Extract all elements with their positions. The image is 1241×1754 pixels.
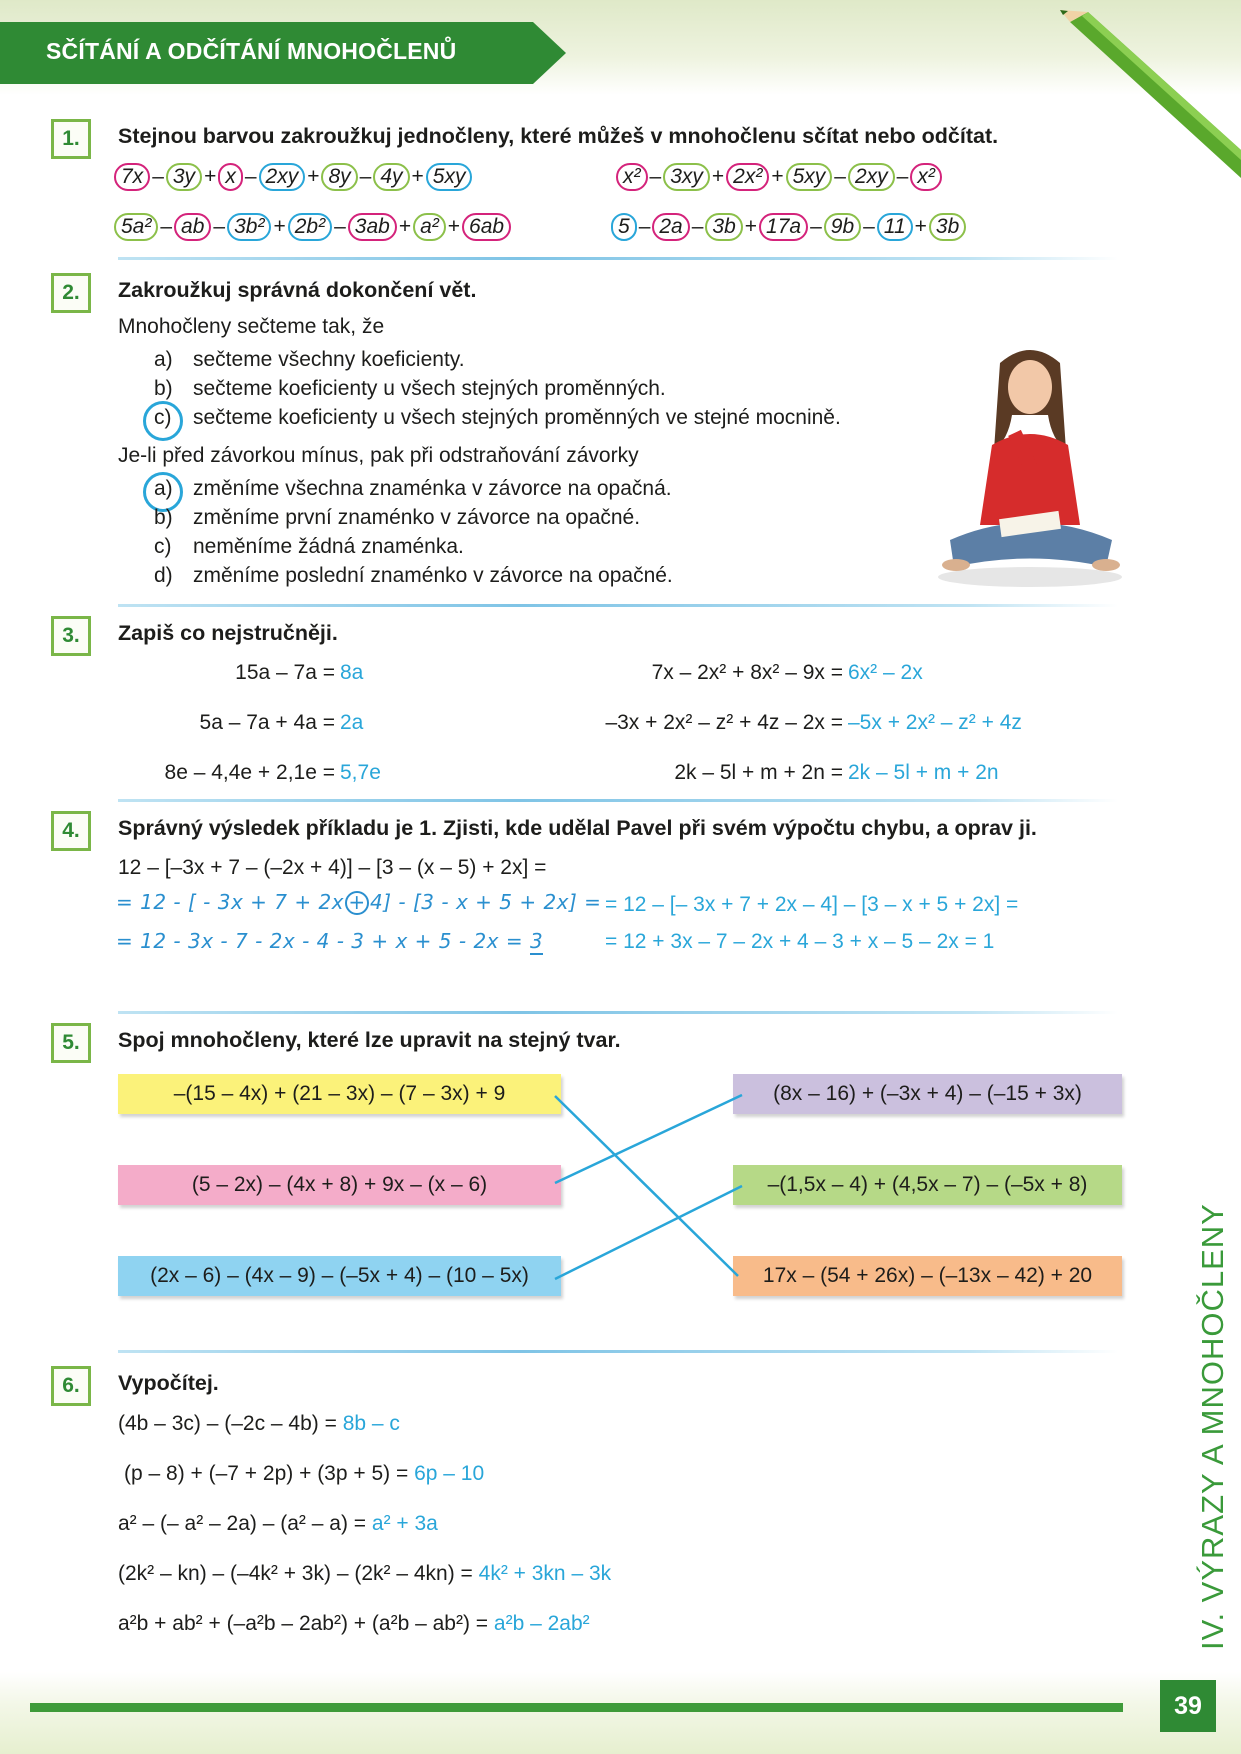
q3-expression: 5a – 7a + 4a = bbox=[199, 711, 335, 734]
page-number: 39 bbox=[1160, 1680, 1216, 1732]
q4-correction-line-2: = 12 + 3x – 7 – 2x + 4 – 3 + x – 5 – 2x = 1 bbox=[605, 930, 995, 953]
q6-expression: (2k² – kn) – (–4k² + 3k) – (2k² – 4kn) = bbox=[118, 1562, 473, 1585]
q6-answer: 4k² + 3kn – 3k bbox=[478, 1562, 612, 1585]
q3-expression: 15a – 7a = bbox=[235, 661, 335, 684]
monomial[interactable]: 6ab bbox=[462, 213, 511, 241]
q2-option-label: a) bbox=[154, 348, 173, 371]
q6-answer: a²b – 2ab² bbox=[493, 1612, 590, 1635]
operator: + bbox=[914, 215, 927, 238]
q4-problem: 12 – [–3x + 7 – (–2x + 4)] – [3 – (x – 5) + 2x] = bbox=[118, 856, 547, 879]
task-number-6: 6. bbox=[51, 1366, 91, 1406]
operator: – bbox=[810, 215, 822, 238]
operator: – bbox=[896, 165, 909, 188]
q6-answer: a² + 3a bbox=[371, 1512, 438, 1535]
q2-option-label: c) bbox=[154, 535, 172, 558]
monomial[interactable]: 7x bbox=[114, 163, 150, 191]
student-illustration bbox=[930, 345, 1130, 590]
monomial[interactable]: ab bbox=[174, 213, 211, 241]
polynomial-box-left[interactable]: (2x – 6) – (4x – 9) – (–5x + 4) – (10 – 5x) bbox=[118, 1256, 561, 1296]
monomial[interactable]: 5xy bbox=[786, 163, 833, 191]
q3-answer: 2k – 5l + m + 2n bbox=[848, 761, 999, 784]
task-2-title: Zakroužkuj správná dokončení vět. bbox=[118, 278, 477, 302]
task-5-title: Spoj mnohočleny, které lze upravit na stejný tvar. bbox=[118, 1028, 621, 1052]
pavel-result: 3 bbox=[530, 929, 544, 953]
operator: – bbox=[160, 215, 173, 238]
q3-answer: 6x² – 2x bbox=[848, 661, 923, 684]
operator: + bbox=[447, 215, 461, 238]
monomial[interactable]: 3y bbox=[166, 163, 202, 191]
q2-option-text: sečteme koeficienty u všech stejných proměnných. bbox=[193, 377, 666, 400]
operator: + bbox=[273, 215, 286, 238]
monomial[interactable]: 3b bbox=[929, 213, 966, 241]
monomial[interactable]: x² bbox=[910, 163, 942, 191]
q1-expression-b bbox=[615, 163, 943, 191]
operator: + bbox=[711, 165, 725, 188]
footer-bar bbox=[30, 1703, 1123, 1712]
q6-expression: a²b + ab² + (–a²b – 2ab²) + (a²b – ab²) = bbox=[118, 1612, 489, 1635]
section-title: SČÍTÁNÍ A ODČÍTÁNÍ MNOHOČLENŮ bbox=[46, 38, 457, 64]
operator: – bbox=[244, 165, 257, 188]
monomial[interactable]: a² bbox=[413, 213, 446, 241]
monomial[interactable]: 3b² bbox=[227, 213, 271, 241]
matching-line bbox=[555, 1096, 738, 1276]
q2-option-text: změníme všechna znaménka v závorce na opačná. bbox=[193, 477, 672, 500]
operator: – bbox=[359, 165, 372, 188]
q2-option-label: b) bbox=[154, 506, 173, 529]
task-3-title: Zapiš co nejstručněji. bbox=[118, 621, 338, 645]
q3-expression: 8e – 4,4e + 2,1e = bbox=[164, 761, 335, 784]
task-4-title: Správný výsledek příkladu je 1. Zjisti, kde udělal Pavel při svém výpočtu chybu, a oprav ji. bbox=[118, 816, 1037, 840]
pavel-line-1-part-a: = 12 - [ - 3x + 7 + 2x bbox=[116, 890, 345, 914]
task-number-5: 5. bbox=[51, 1023, 91, 1063]
q1-expression-d bbox=[610, 213, 967, 241]
polynomial-box-right[interactable]: (8x – 16) + (–3x + 4) – (–15 + 3x) bbox=[733, 1074, 1122, 1114]
task-number-3: 3. bbox=[51, 616, 91, 656]
q6-item bbox=[118, 1412, 400, 1436]
q6-item bbox=[124, 1462, 484, 1486]
monomial[interactable]: 2xy bbox=[848, 163, 895, 191]
q2-stem-2: Je-li před závorkou mínus, pak při odstraňování závorky bbox=[118, 444, 639, 467]
q6-answer: 8b – c bbox=[342, 1412, 400, 1435]
q1-expression-c bbox=[113, 213, 512, 241]
q2-option-label: b) bbox=[154, 377, 173, 400]
operator: + bbox=[744, 215, 758, 238]
pavel-error-circle: + bbox=[345, 891, 369, 915]
monomial[interactable]: 2b² bbox=[288, 213, 332, 241]
q2-option-text: sečteme koeficienty u všech stejných proměnných ve stejné mocnině. bbox=[193, 406, 841, 429]
operator: – bbox=[213, 215, 226, 238]
chapter-side-title: IV. VÝRAZY A MNOHOČLENY bbox=[1195, 1203, 1230, 1650]
q3-expression: 7x – 2x² + 8x² – 9x = bbox=[651, 661, 843, 684]
monomial[interactable]: 2xy bbox=[259, 163, 306, 191]
operator: – bbox=[834, 165, 846, 188]
separator bbox=[118, 257, 1118, 260]
polynomial-box-right[interactable]: –(1,5x – 4) + (4,5x – 7) – (–5x + 8) bbox=[733, 1165, 1122, 1205]
operator: – bbox=[691, 215, 704, 238]
q6-answer: 6p – 10 bbox=[414, 1462, 485, 1485]
q3-answer: 5,7e bbox=[340, 761, 381, 784]
operator: + bbox=[771, 165, 784, 188]
q6-item bbox=[118, 1512, 438, 1536]
monomial[interactable]: 9b bbox=[824, 213, 861, 241]
monomial[interactable]: 3ab bbox=[348, 213, 397, 241]
q6-expression: a² – (– a² – 2a) – (a² – a) = bbox=[118, 1512, 367, 1535]
pavel-handwritten-line-1 bbox=[116, 890, 601, 915]
q2-option-text: neměníme žádná znaménka. bbox=[193, 535, 464, 558]
operator: + bbox=[204, 165, 217, 188]
operator: – bbox=[334, 215, 346, 238]
separator bbox=[118, 604, 1118, 607]
polynomial-box-left[interactable]: –(15 – 4x) + (21 – 3x) – (7 – 3x) + 9 bbox=[118, 1074, 561, 1114]
task-number-1: 1. bbox=[51, 119, 91, 159]
q6-item bbox=[118, 1612, 590, 1636]
pavel-handwritten-line-2 bbox=[116, 929, 543, 953]
operator: + bbox=[307, 165, 320, 188]
matching-line bbox=[555, 1095, 742, 1183]
operator: + bbox=[411, 165, 424, 188]
monomial[interactable]: 3b bbox=[705, 213, 742, 241]
q2-option-label: d) bbox=[154, 564, 173, 587]
pavel-line-2-text: = 12 - 3x - 7 - 2x - 4 - 3 + x + 5 - 2x = bbox=[116, 929, 524, 953]
task-number-2: 2. bbox=[51, 273, 91, 313]
q2-option-text: změníme poslední znaménko v závorce na opačné. bbox=[193, 564, 673, 587]
q2-option-text: změníme první znaménko v závorce na opačné. bbox=[193, 506, 641, 529]
monomial[interactable]: 2x² bbox=[726, 163, 769, 191]
operator: – bbox=[152, 165, 164, 188]
q2-option-text: sečteme všechny koeficienty. bbox=[193, 348, 465, 371]
operator: – bbox=[638, 215, 651, 238]
polynomial-box-left[interactable]: (5 – 2x) – (4x + 8) + 9x – (x – 6) bbox=[118, 1165, 561, 1205]
matching-line bbox=[555, 1186, 742, 1279]
q2-option-label: a) bbox=[154, 477, 173, 500]
q6-expression: (4b – 3c) – (–2c – 4b) = bbox=[118, 1412, 337, 1435]
q6-item bbox=[118, 1562, 611, 1586]
monomial[interactable]: 8y bbox=[321, 163, 357, 191]
footer-background bbox=[0, 1672, 1241, 1754]
q3-answer: 2a bbox=[340, 711, 364, 734]
separator bbox=[118, 1011, 1118, 1014]
monomial[interactable]: 5 bbox=[611, 213, 637, 241]
monomial[interactable]: 17a bbox=[759, 213, 808, 241]
monomial[interactable]: 2a bbox=[652, 213, 689, 241]
separator bbox=[118, 1350, 1118, 1353]
monomial[interactable]: 5xy bbox=[426, 163, 473, 191]
q3-answer: –5x + 2x² – z² + 4z bbox=[848, 711, 1022, 734]
operator: – bbox=[863, 215, 875, 238]
monomial[interactable]: 11 bbox=[877, 213, 913, 241]
monomial[interactable]: 4y bbox=[373, 163, 409, 191]
q3-answer: 8a bbox=[340, 661, 364, 684]
pencil-illustration bbox=[1060, 10, 1241, 180]
q2-stem-1: Mnohočleny sečteme tak, že bbox=[118, 315, 385, 338]
polynomial-box-right[interactable]: 17x – (54 + 26x) – (–13x – 42) + 20 bbox=[733, 1256, 1122, 1296]
task-1-title: Stejnou barvou zakroužkuj jednočleny, které můžeš v mnohočlenu sčítat nebo odčítat. bbox=[118, 124, 999, 148]
monomial[interactable]: 3xy bbox=[663, 163, 710, 191]
q3-expression: 2k – 5l + m + 2n = bbox=[674, 761, 843, 784]
pavel-line-1-part-b: 4] - [3 - x + 5 + 2x] = bbox=[370, 890, 602, 914]
q2-option-label: c) bbox=[154, 406, 172, 429]
monomial[interactable]: x bbox=[218, 163, 243, 191]
q4-correction-line-1: = 12 – [– 3x + 7 + 2x – 4] – [3 – x + 5 + 2x] = bbox=[605, 893, 1019, 916]
monomial[interactable]: x² bbox=[616, 163, 648, 191]
q1-expression-a bbox=[113, 163, 473, 191]
task-number-4: 4. bbox=[51, 811, 91, 851]
q6-expression: (p – 8) + (–7 + 2p) + (3p + 5) = bbox=[124, 1462, 409, 1485]
task-6-title: Vypočítej. bbox=[118, 1371, 219, 1395]
operator: – bbox=[649, 165, 662, 188]
monomial[interactable]: 5a² bbox=[114, 213, 158, 241]
q3-expression: –3x + 2x² – z² + 4z – 2x = bbox=[605, 711, 843, 734]
separator bbox=[118, 799, 1118, 802]
operator: + bbox=[398, 215, 412, 238]
